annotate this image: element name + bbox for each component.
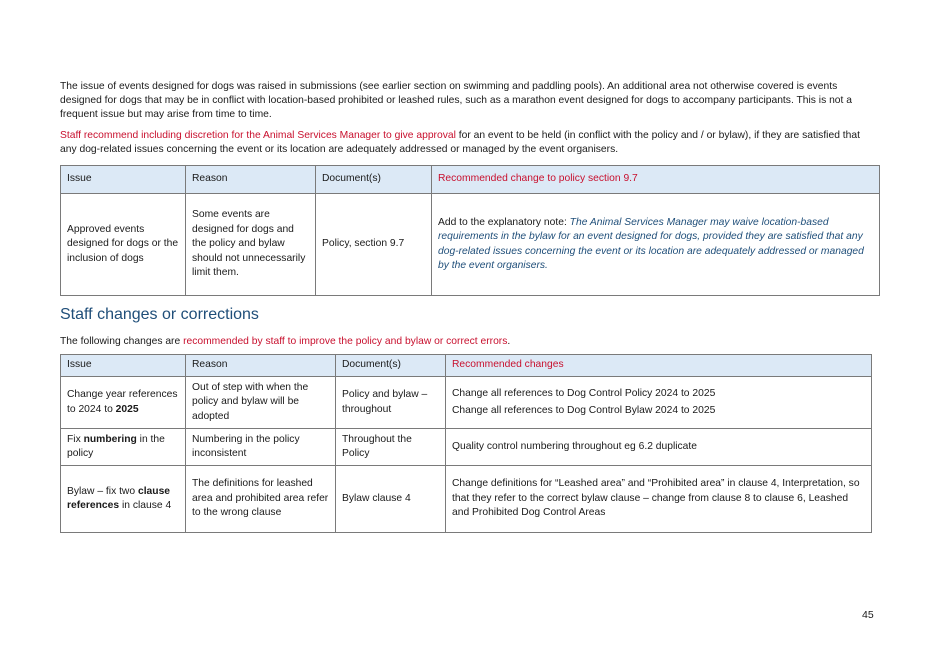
cell-change bbox=[446, 377, 872, 429]
cell-change: Change definitions for “Leashed area” and “Prohibited area” in clause 4, Interpretation, so that they refer to the correct bylaw clause – change from clause 8 to clause 6, Leashed and Prohibited Dog Control Areas bbox=[446, 466, 872, 533]
issue-text: Bylaw – fix two bbox=[67, 485, 138, 497]
page-number: 45 bbox=[862, 609, 874, 621]
cell-issue: Approved events designed for dogs or the inclusion of dogs bbox=[61, 194, 186, 296]
header-reason: Reason bbox=[186, 355, 336, 377]
cell-issue bbox=[61, 377, 186, 429]
cell-document: Bylaw clause 4 bbox=[336, 466, 446, 533]
events-table bbox=[60, 165, 880, 296]
header-documents: Document(s) bbox=[316, 166, 432, 194]
issue-text: Change year references to 2024 to bbox=[67, 389, 178, 415]
cell-reason: The definitions for leashed area and prohibited area refer to the wrong clause bbox=[186, 466, 336, 533]
header-issue: Issue bbox=[61, 355, 186, 377]
header-documents: Document(s) bbox=[336, 355, 446, 377]
issue-bold: clause references bbox=[67, 485, 171, 511]
change-italic-note: The Animal Services Manager may waive location-based requirements in the bylaw for an event designed for dogs, provided they are satisfied that any dog-related issues concerning the event or its location are adequately addressed or managed by the event organisers. bbox=[438, 216, 864, 271]
section-heading: Staff changes or corrections bbox=[60, 306, 259, 323]
section-intro-suffix: . bbox=[507, 336, 511, 347]
change-prefix: Add to the explanatory note: bbox=[438, 216, 570, 228]
intro-paragraph-2 bbox=[60, 129, 875, 157]
cell-reason: Numbering in the policy inconsistent bbox=[186, 429, 336, 466]
table-row bbox=[61, 466, 872, 533]
header-issue: Issue bbox=[61, 166, 186, 194]
header-recommended-change: Recommended change to policy section 9.7 bbox=[432, 166, 880, 194]
cell-change bbox=[432, 194, 880, 296]
paragraph-2-rest: for an event to be held (in conflict with the policy and / or bylaw), if they are satisfied that any dog-related issues concerning the event or its location are adequately addressed or managed by the event organisers. bbox=[60, 130, 860, 156]
issue-text-post: in clause 4 bbox=[119, 500, 172, 511]
cell-reason: Out of step with when the policy and bylaw will be adopted bbox=[186, 377, 336, 429]
issue-bold: 2025 bbox=[115, 403, 139, 415]
cell-document: Throughout the Policy bbox=[336, 429, 446, 466]
table-row bbox=[61, 377, 872, 429]
table-header-row bbox=[61, 166, 880, 194]
header-reason: Reason bbox=[186, 166, 316, 194]
section-intro-highlight: recommended by staff to improve the policy and bylaw or correct errors bbox=[183, 336, 508, 347]
section-intro-prefix: The following changes are bbox=[60, 336, 184, 347]
table-row bbox=[61, 194, 880, 296]
table-row bbox=[61, 429, 872, 466]
section-intro bbox=[60, 335, 875, 349]
header-recommended-changes: Recommended changes bbox=[446, 355, 872, 377]
issue-bold: numbering bbox=[83, 433, 137, 445]
intro-paragraph-1: The issue of events designed for dogs was raised in submissions (see earlier section on swimming and paddling pools). An additional area not otherwise covered is events designed for dogs that may be in conflict with location-based prohibited or leashed rules, such as a marathon event designed for dogs to accompany participants. This is not a frequent issue but may arise from time to time. bbox=[60, 81, 852, 121]
cell-document: Policy and bylaw – throughout bbox=[336, 377, 446, 429]
staff-changes-table bbox=[60, 354, 872, 533]
issue-text: Fix bbox=[67, 433, 84, 445]
cell-change: Quality control numbering throughout eg 6.2 duplicate bbox=[446, 429, 872, 466]
cell-issue bbox=[61, 466, 186, 533]
staff-recommendation-highlight: Staff recommend including discretion for the Animal Services Manager to give approval bbox=[60, 130, 456, 141]
cell-reason: Some events are designed for dogs and the policy and bylaw should not unnecessarily limit them. bbox=[186, 194, 316, 296]
change-line: Change all references to Dog Control Bylaw 2024 to 2025 bbox=[452, 405, 716, 416]
table-header-row bbox=[61, 355, 872, 377]
change-line: Change all references to Dog Control Policy 2024 to 2025 bbox=[452, 387, 716, 399]
cell-issue bbox=[61, 429, 186, 466]
cell-document: Policy, section 9.7 bbox=[316, 194, 432, 296]
issue-text-post: in the policy bbox=[67, 433, 165, 459]
